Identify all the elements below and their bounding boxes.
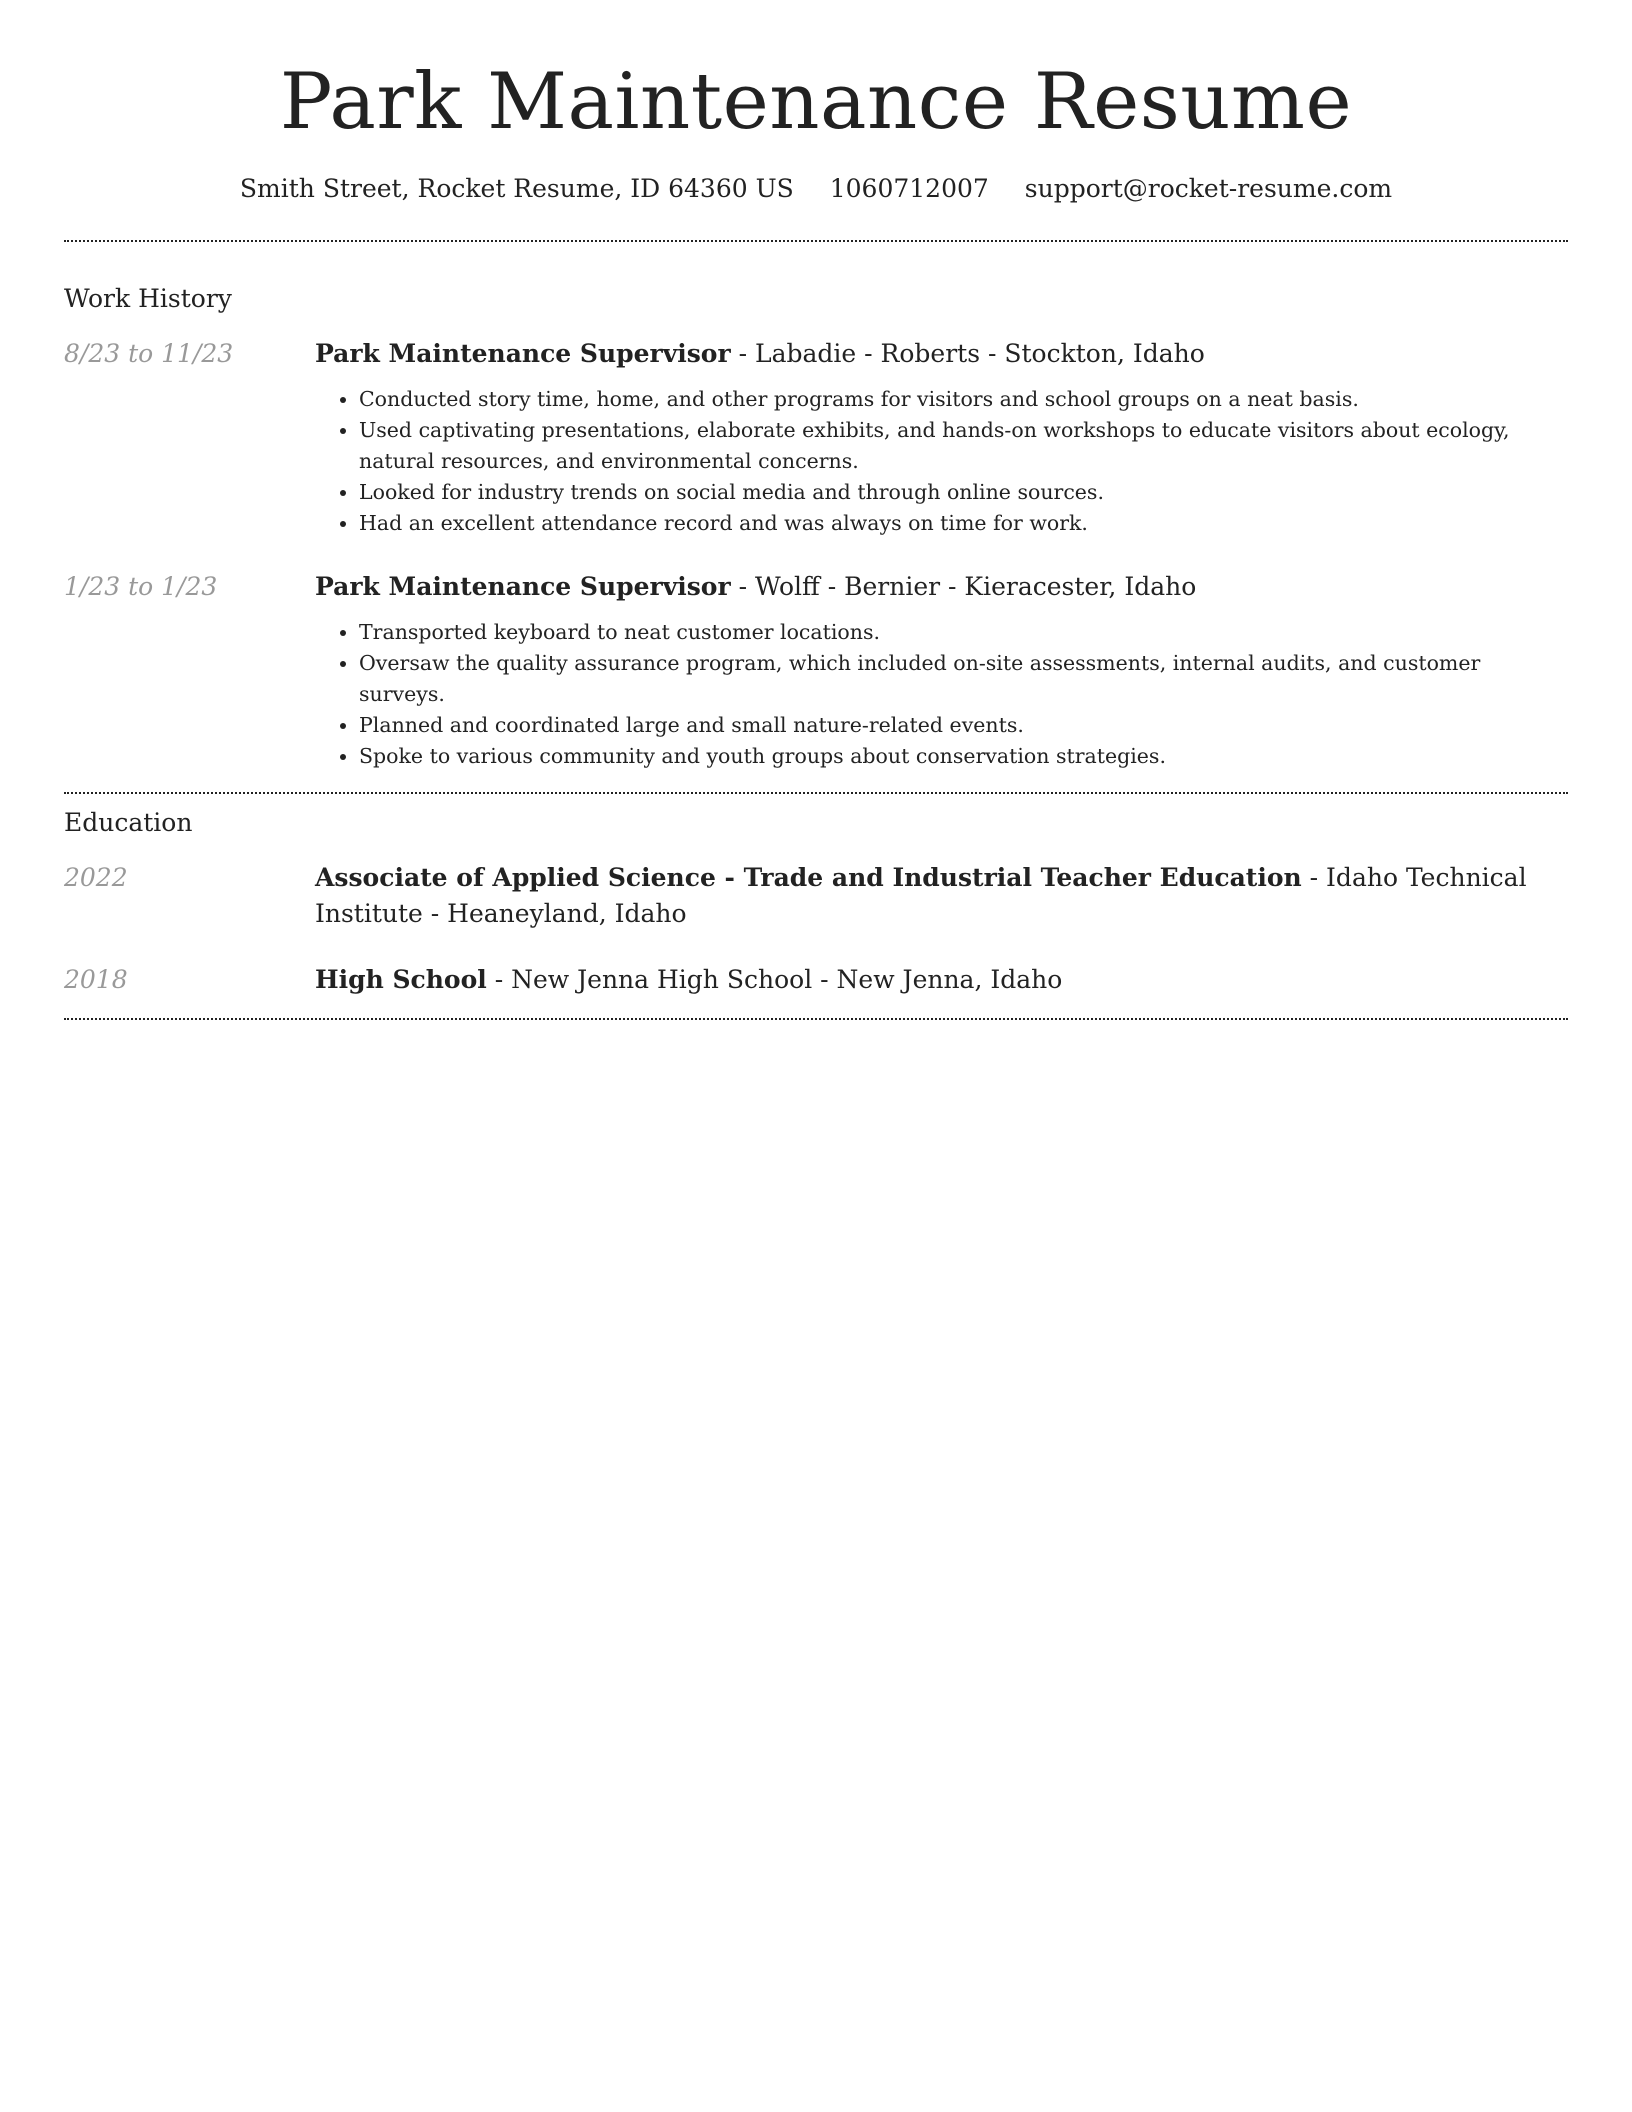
entry-heading (315, 336, 1568, 372)
job-title: Park Maintenance Supervisor (315, 572, 731, 601)
address: Smith Street, Rocket Resume, ID 64360 US (239, 174, 794, 203)
bullet-item: • Had an excellent attendance record and was always on time for work. (359, 508, 1568, 539)
bullet-item: • Oversaw the quality assurance program, which included on-site assessments, internal audits, and customer surveys. (359, 648, 1568, 710)
education-section (64, 806, 1568, 1020)
page-title: Park Maintenance Resume (279, 57, 1353, 147)
bullet-item: • Transported keyboard to neat customer locations. (359, 617, 1568, 648)
section-title-education: Education (64, 808, 193, 837)
phone: 1060712007 (829, 174, 989, 203)
entry-heading (315, 860, 1568, 932)
job-title: Park Maintenance Supervisor (315, 339, 731, 368)
divider (64, 240, 1568, 242)
entry-heading (315, 569, 1568, 605)
education-entry (64, 962, 1568, 998)
employer-details: - Labadie - Roberts - Stockton, Idaho (730, 339, 1205, 368)
entry-date: 2018 (64, 965, 128, 994)
email[interactable]: support@rocket-resume.com (1024, 174, 1393, 203)
degree: High School (315, 965, 487, 994)
bullet-item: • Looked for industry trends on social media and through online sources. (359, 477, 1568, 508)
school-details: - Idaho Technical Institute - Heaneyland, Idaho (315, 863, 1527, 928)
entry-body (315, 860, 1568, 932)
entry-body (315, 336, 1568, 539)
bullet-item: • Conducted story time, home, and other programs for visitors and school groups on a neat basis. (359, 384, 1568, 415)
employer-details: - Wolff - Bernier - Kieracester, Idaho (730, 572, 1197, 601)
school-details: - New Jenna High School - New Jenna, Idaho (486, 965, 1063, 994)
entry-heading (315, 962, 1568, 998)
entry-date: 8/23 to 11/23 (64, 339, 234, 368)
entry-bullets (315, 384, 1568, 539)
entry-date: 2022 (64, 863, 128, 892)
entry-date: 1/23 to 1/23 (64, 572, 218, 601)
bullet-item: • Spoke to various community and youth groups about conservation strategies. (359, 741, 1568, 772)
work-entry (64, 336, 1568, 539)
contact-line (64, 172, 1568, 206)
section-title-work-history: Work History (64, 284, 232, 313)
degree: Associate of Applied Science - Trade and Industrial Teacher Education (315, 863, 1302, 892)
bullet-item: • Planned and coordinated large and small nature-related events. (359, 710, 1568, 741)
education-entry (64, 860, 1568, 932)
entry-body (315, 569, 1568, 772)
divider (64, 1018, 1568, 1020)
bullet-item: • Used captivating presentations, elaborate exhibits, and hands-on workshops to educate visitors about ecology, natural resources, and environmental concerns. (359, 415, 1568, 477)
work-history-section (64, 282, 1568, 794)
divider (64, 792, 1568, 794)
entry-body (315, 962, 1568, 998)
work-entry (64, 569, 1568, 772)
entry-bullets (315, 617, 1568, 772)
